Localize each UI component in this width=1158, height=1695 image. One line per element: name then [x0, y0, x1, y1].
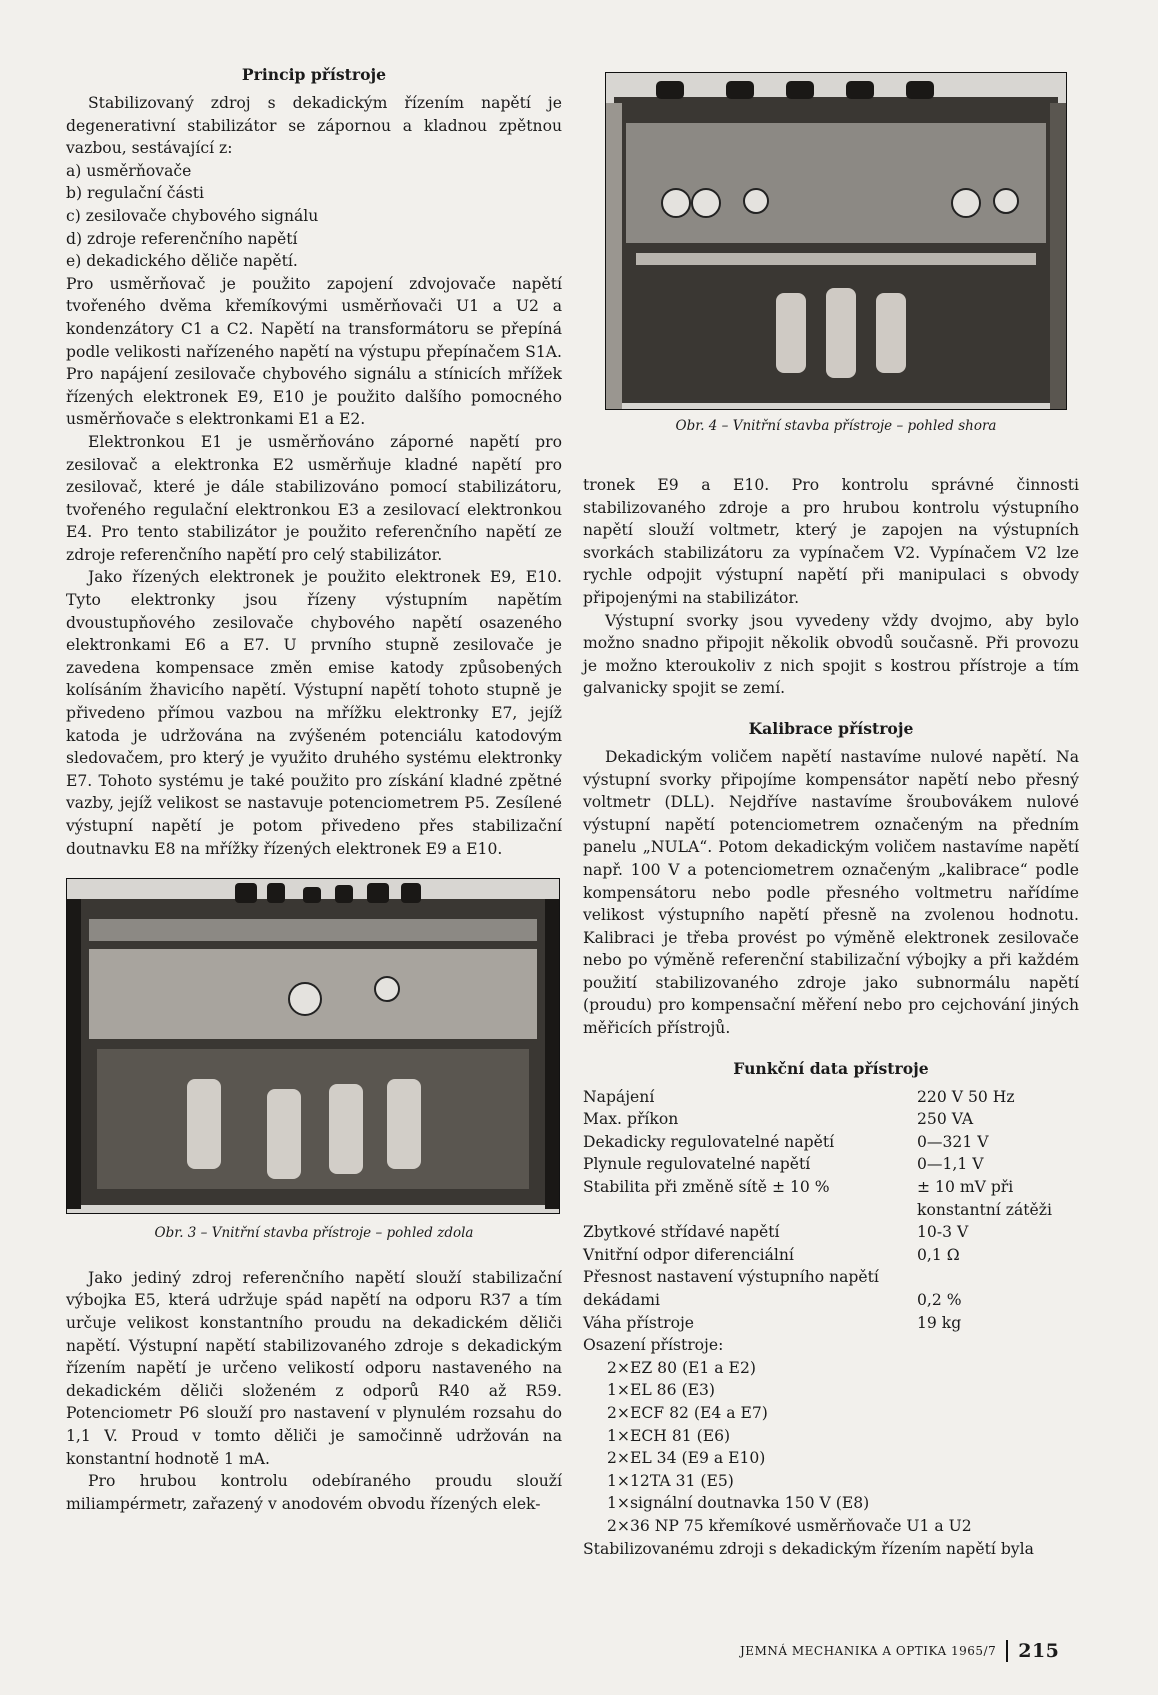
list-item: 1×EL 86 (E3) — [607, 1381, 715, 1400]
tube-list — [583, 1357, 1079, 1538]
paragraph: Stabilizovaný zdroj s dekadickým řízením napětí je degenerativní stabilizátor se zápornou a kladnou zpětnou vazbou, sestávající z: — [66, 94, 562, 158]
page-footer — [740, 1640, 1080, 1662]
figure-4-block — [605, 72, 1067, 434]
spec-table — [583, 1086, 1079, 1538]
spec-key: Přesnost nastavení výstupního napětí dekádami — [583, 1268, 879, 1309]
list-item: a) usměrňovače — [66, 161, 192, 180]
spec-value: 250 VA — [917, 1110, 974, 1129]
figure-3-photo — [66, 878, 560, 1214]
list-item: e) dekadického děliče napětí. — [66, 252, 298, 271]
spec-row — [583, 1086, 1079, 1109]
spec-row — [583, 1266, 1079, 1311]
journal-name: JEMNÁ MECHANIKA A OPTIKA 1965/7 — [740, 1644, 997, 1658]
spec-row — [583, 1312, 1079, 1335]
list-item: 2×EZ 80 (E1 a E2) — [607, 1358, 756, 1377]
paragraph: Jako řízených elektronek je použito elektronek E9, E10. Tyto elektronky jsou řízeny výstupním napětím dvoustupňového zesilovače chybového napětí osazeného elektronkami E6 a E7. U prvního stupně zesilovače je zavedena kompensace změn emise katody způsobených kolísáním žhavicího napětí. Výstupní napětí tohoto stupně je přivedeno přímou vazbou na mřížku elektronky E7, jejíž katoda je udržována na zvýšeném potenciálu katodovým sledovačem, pro který je využito druhého systému elektronky E7. Tohoto systému je také použito pro získání kladné zpětné vazby, jejíž velikost se nastavuje potenciometrem P5. Zesílené výstupní napětí je potom přivedeno přes stabilizační doutnavku E8 na mřížky řízených elektronek E9 a E10. — [66, 568, 562, 858]
spec-value: 0—321 V — [917, 1132, 989, 1151]
figure-4-caption: Obr. 4 – Vnitřní stavba přístroje – pohled shora — [675, 418, 997, 434]
spec-key: Napájení — [583, 1087, 655, 1106]
spec-row — [583, 1244, 1079, 1267]
spec-value: ± 10 mV při konstantní zátěži — [917, 1178, 1052, 1219]
paragraph: Pro usměrňovač je použito zapojení zdvojovače napětí tvořeného dvěma křemíkovými usměrňovači U1 a U2 a kondenzátory C1 a C2. Napětí na transformátoru se přepíná podle velikosti nařízeného napětí na výstupu přepínačem S1A. Pro napájení zesilovače chybového signálu a stínicích mřížek řízených elektronek E9, E10 je použito dalšího pomocného usměrňovače s elektronkami E1 a E2. — [66, 274, 562, 429]
paragraph: tronek E9 a E10. Pro kontrolu správné činnosti stabilizovaného zdroje a pro hrubou kontrolu výstupního napětí slouží voltmetr, který je zapojen na výstupních svorkách stabilizátoru za vypínačem V2. Vypínačem V2 lze rychle odpojit výstupní napětí při manipulaci s obvody připojenými na stabilizátor. — [583, 476, 1079, 607]
section-heading-specs: Funkční data přístroje — [733, 1058, 929, 1078]
figure-3-caption: Obr. 3 – Vnitřní stavba přístroje – pohled zdola — [154, 1225, 474, 1242]
list-item: 2×EL 34 (E9 a E10) — [607, 1449, 766, 1468]
page-number: 215 — [1006, 1640, 1059, 1662]
list-item: 2×36 NP 75 křemíkové usměrňovače U1 a U2 — [607, 1516, 972, 1535]
section-heading-calibration: Kalibrace přístroje — [748, 718, 914, 738]
list-item: c) zesilovače chybového signálu — [66, 206, 319, 225]
spec-key: Max. příkon — [583, 1110, 679, 1129]
paragraph: Dekadickým voličem napětí nastavíme nulové napětí. Na výstupní svorky připojíme kompensátor napětí nebo přesný voltmetr (DLL). Nejdříve nastavíme šroubovákem nulové výstupní napětí potenciometrem označeným na předním panelu „NULA“. Potom dekadickým voličem nastavíme napětí např. 100 V a potenciometrem označeným „kalibrace“ podle kompensátoru nebo podle přesného voltmetru nařídíme velikost výstupního napětí přesně na zvolenou hodnotu. Kalibraci je třeba provést po výměně elektronek zesilovače nebo po výměně referenční stabilizační výbojky a při každém použití stabilizovaného zdroje jako subnormálu napětí (proudu) pro kompensační měření nebo pro cejchování jiných měřicích přístrojů. — [583, 747, 1079, 1038]
paragraph: Jako jediný zdroj referenčního napětí slouží stabilizační výbojka E5, která udržuje spád napětí na odporu R37 a tím určuje velikost konstantního proudu na dekadickém děliči napětí. Výstupní napětí stabilizovaného zdroje s dekadickým řízením napětí je určeno velikostí odporu nastaveného na dekadickém děliči složeném z odporů R40 až R59. Potenciometr P6 slouží pro nastavení v plynulém rozsahu do 1,1 V. Proud v tomto děliči je samočinně udržován na konstantní hodnotě 1 mA. — [66, 1268, 562, 1468]
paragraph: Stabilizovanému zdroji s dekadickým řízením napětí byla — [583, 1539, 1034, 1558]
right-column — [583, 474, 1079, 1560]
spec-value: 0,1 Ω — [917, 1245, 960, 1264]
list-item: b) regulační části — [66, 184, 205, 203]
spec-key: Zbytkové střídavé napětí — [583, 1223, 780, 1242]
figure-4-photo — [605, 72, 1067, 410]
list-item: d) zdroje referenčního napětí — [66, 229, 298, 248]
component-list — [66, 160, 562, 273]
paragraph: Pro hrubou kontrolu odebíraného proudu slouží miliampérmetr, zařazený v anodovém obvodu řízených elek- — [66, 1472, 562, 1513]
paragraph: Výstupní svorky jsou vyvedeny vždy dvojmo, aby bylo možno snadno připojit několik obvodů současně. Při provozu je možno kteroukoliv z nich spojit s kostrou přístroje a tím galvanicky spojit se zemí. — [583, 611, 1079, 698]
spec-value: 19 kg — [917, 1313, 962, 1332]
spec-row — [583, 1221, 1079, 1244]
spec-key: Plynule regulovatelné napětí — [583, 1155, 811, 1174]
spec-value: 0,2 % — [917, 1291, 962, 1309]
spec-key: Váha přístroje — [583, 1313, 695, 1332]
paragraph: Elektronkou E1 je usměrňováno záporné napětí pro zesilovač a elektronka E2 usměrňuje kladné napětí pro zesilovač, které je dále stabilizováno pomocí stabilizátoru, tvořeného regulační elektronkou E3 a zesilovací elektronkou E4. Pro tento stabilizátor je použito referenčního napětí ze zdroje referenčního napětí pro celý stabilizátor. — [66, 432, 562, 564]
spec-value: 0—1,1 V — [917, 1155, 984, 1174]
list-item: 1×ECH 81 (E6) — [607, 1426, 731, 1445]
spec-key: Dekadicky regulovatelné napětí — [583, 1132, 835, 1151]
occupancy-title: Osazení přístroje: — [583, 1336, 724, 1355]
spec-row — [583, 1131, 1079, 1154]
spec-key: Vnitřní odpor diferenciální — [583, 1245, 794, 1264]
spec-value: 10-3 V — [917, 1223, 969, 1242]
spec-value: 220 V 50 Hz — [917, 1087, 1015, 1106]
spec-key: Stabilita při změně sítě ± 10 % — [583, 1178, 830, 1197]
list-item: 1×12TA 31 (E5) — [607, 1471, 734, 1490]
spec-row — [583, 1176, 1079, 1221]
spec-row — [583, 1153, 1079, 1176]
left-column — [66, 64, 562, 1515]
list-item: 2×ECF 82 (E4 a E7) — [607, 1403, 768, 1422]
section-heading-principle: Princip přístroje — [241, 65, 387, 84]
list-item: 1×signální doutnavka 150 V (E8) — [607, 1494, 870, 1513]
spec-row — [583, 1108, 1079, 1131]
